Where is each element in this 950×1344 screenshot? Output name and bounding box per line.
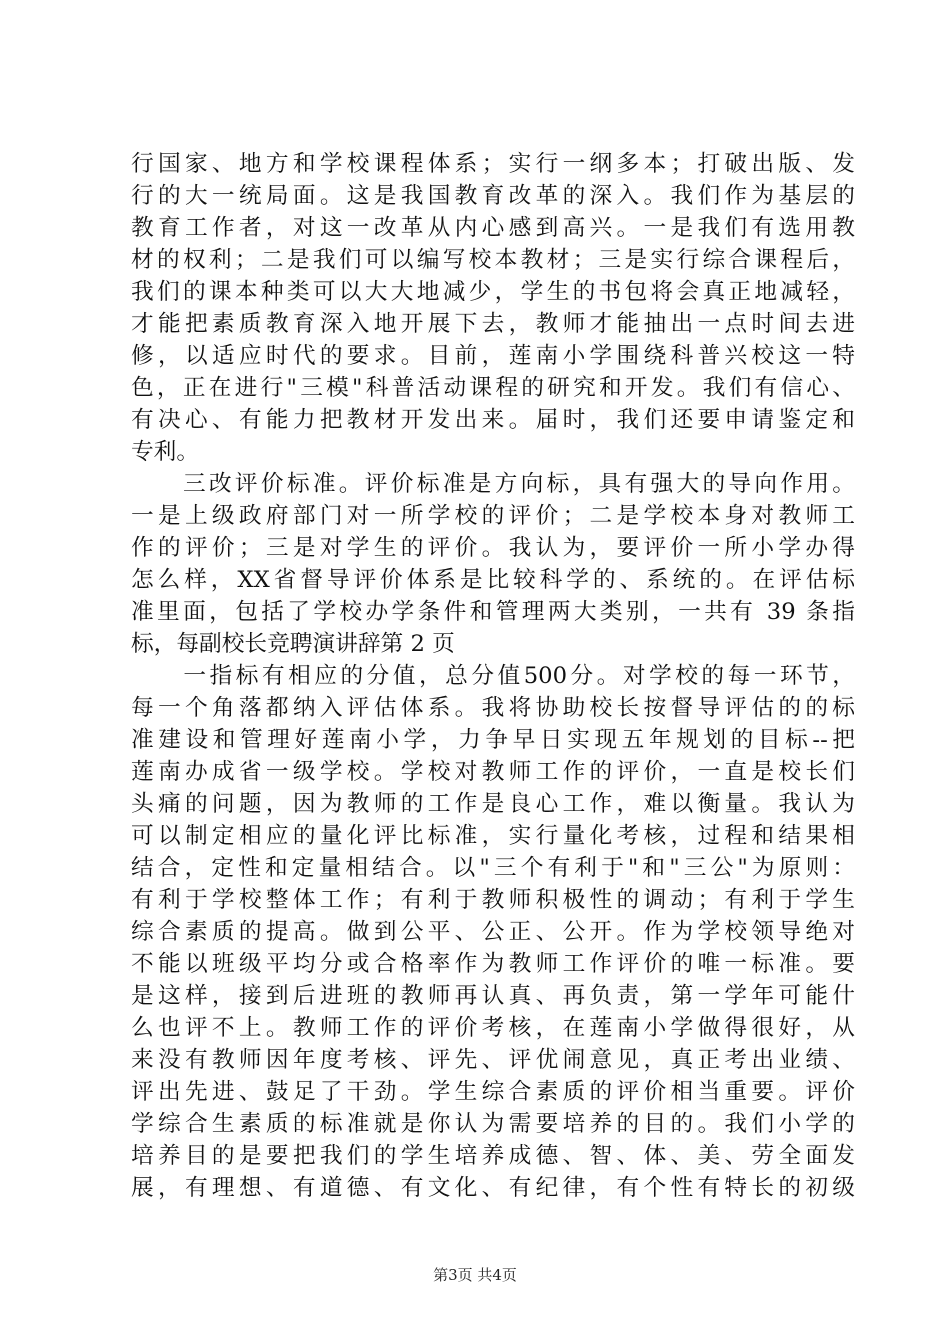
text-line: 标，每副校长竞聘演讲辞第 2 页 (131, 631, 455, 657)
text-line: 专利。 (131, 439, 200, 465)
text-line: 行的大一统局面。这是我国教育改革的深入。我们作为基层的 (131, 183, 855, 209)
text-line: 头痛的问题，因为教师的工作是良心工作，难以衡量。我认为 (131, 791, 855, 817)
text-line: 有决心、有能力把教材开发出来。届时，我们还要申请鉴定和 (131, 407, 855, 433)
text-line: 才能把素质教育深入地开展下去，教师才能抽出一点时间去进 (131, 311, 855, 337)
text-line: 综合素质的提高。做到公平、公正、公开。作为学校领导绝对 (131, 919, 855, 945)
text-line: 行国家、地方和学校课程体系；实行一纲多本；打破出版、发 (131, 151, 855, 177)
text-line: 材的权利；二是我们可以编写校本教材；三是实行综合课程后， (131, 247, 855, 273)
text-line: 怎么样，XX省督导评价体系是比较科学的、系统的。在评估标 (131, 567, 855, 593)
text-line: 不能以班级平均分或合格率作为教师工作评价的唯一标准。要 (131, 951, 855, 977)
text-line: 学综合生素质的标准就是你认为需要培养的目的。我们小学的 (131, 1111, 855, 1137)
text-line: 教育工作者，对这一改革从内心感到高兴。一是我们有选用教 (131, 215, 855, 241)
text-line: 结合，定性和定量相结合。以"三个有利于"和"三公"为原则： (131, 855, 855, 881)
text-line: 是这样，接到后进班的教师再认真、再负责，第一学年可能什 (131, 983, 855, 1009)
text-line: 莲南办成省一级学校。学校对教师工作的评价，一直是校长们 (131, 759, 855, 785)
text-line: 一指标有相应的分值，总分值500分。对学校的每一环节， (131, 663, 855, 689)
text-line: 我们的课本种类可以大大地减少，学生的书包将会真正地减轻， (131, 279, 855, 305)
text-line: 评出先进、鼓足了干劲。学生综合素质的评价相当重要。评价 (131, 1079, 855, 1105)
text-line: 每一个角落都纳入评估体系。我将协助校长按督导评估的的标 (131, 695, 855, 721)
text-line: 准里面，包括了学校办学条件和管理两大类别，一共有 39 条指 (131, 599, 855, 625)
text-line: 么也评不上。教师工作的评价考核，在莲南小学做得很好，从 (131, 1015, 855, 1041)
text-line: 修，以适应时代的要求。目前，莲南小学围绕科普兴校这一特 (131, 343, 855, 369)
text-line: 作的评价；三是对学生的评价。我认为，要评价一所小学办得 (131, 535, 855, 561)
page-number-footer: 第3页 共4页 (433, 1266, 517, 1284)
text-line: 展，有理想、有道德、有文化、有纪律，有个性有特长的初级 (131, 1175, 855, 1201)
text-line: 一是上级政府部门对一所学校的评价；二是学校本身对教师工 (131, 503, 855, 529)
text-line: 培养目的是要把我们的学生培养成德、智、体、美、劳全面发 (131, 1143, 855, 1169)
text-line: 来没有教师因年度考核、评先、评优闹意见，真正考出业绩、 (131, 1047, 855, 1073)
text-line: 有利于学校整体工作；有利于教师积极性的调动；有利于学生 (131, 887, 855, 913)
document-body (131, 148, 855, 1204)
text-line: 色，正在进行"三模"科普活动课程的研究和开发。我们有信心、 (131, 375, 855, 401)
text-line: 可以制定相应的量化评比标准，实行量化考核，过程和结果相 (131, 823, 855, 849)
text-line: 准建设和管理好莲南小学，力争早日实现五年规划的目标--把 (131, 727, 855, 753)
text-line: 三改评价标准。评价标准是方向标，具有强大的导向作用。 (131, 471, 855, 497)
